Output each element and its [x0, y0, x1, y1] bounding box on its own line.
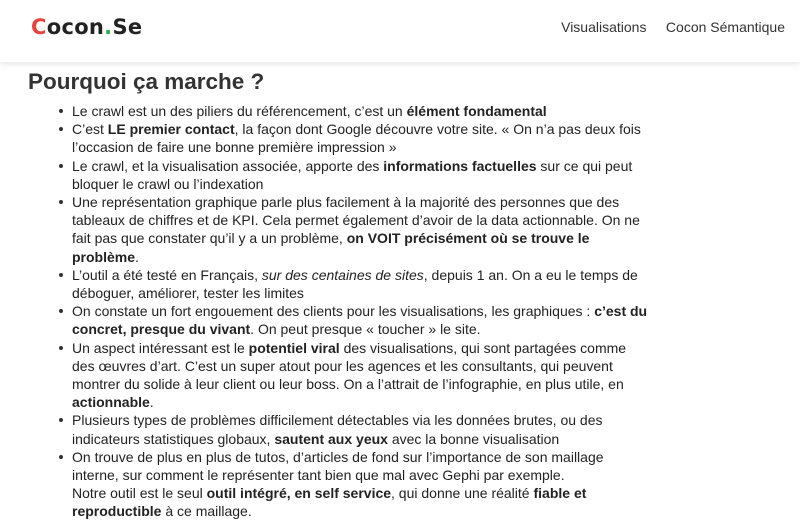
main-nav: [546, 19, 785, 37]
list-item-text: Notre outil est le seul: [72, 485, 207, 502]
nav-link-visualisations[interactable]: Visualisations: [561, 19, 647, 35]
site-logo[interactable]: [31, 15, 142, 39]
list-item: [72, 193, 648, 266]
page-title: Pourquoi ça marche ?: [28, 69, 265, 94]
nav-link-cocon-semantique[interactable]: Cocon Sémantique: [665, 19, 785, 35]
logo-letter-c: C: [31, 15, 47, 39]
list-item-emphasis: on VOIT précisément où se trouve le problème: [72, 230, 590, 265]
logo-text-se: Se: [112, 15, 143, 39]
list-item-emphasis: c’est du concret, presque du vivant: [72, 303, 648, 338]
logo-dot: .: [104, 15, 113, 39]
list-item-emphasis: élément fondamental: [406, 103, 547, 119]
list-item-emphasis: sautent aux yeux: [274, 430, 388, 447]
list-item-text: Le crawl, et la visualisation associée, apporte des: [72, 157, 384, 174]
list-item-text: , qui donne une réalité: [391, 485, 534, 502]
list-item-text: sur ce qui peut bloquer le crawl ou l’indexation: [72, 157, 633, 192]
main-content: [28, 66, 648, 521]
list-item-text: , depuis 1 an. On a eu le temps de déboguer, améliorer, tester les limites: [72, 266, 638, 302]
list-item: [72, 448, 648, 521]
site-header: [0, 0, 800, 62]
list-item: [72, 102, 648, 120]
list-item-text: L’outil a été testé en Français,: [72, 266, 262, 283]
list-item-emphasis: fiable et reproductible: [72, 485, 587, 520]
list-item-text: Une représentation graphique parle plus facilement à la majorité des personnes que des tableaux de chiffres et de KPI. Cela permet également d’avoir de la data actionnable. On ne fait pas que constater qu’il y a un problème,: [72, 194, 640, 247]
list-item-text: avec la bonne visualisation: [387, 430, 560, 447]
list-item-text: , la façon dont Google découvre votre site. « On n’a pas deux fois l’occasion de faire une bonne première impression »: [72, 121, 641, 156]
list-item-text: C’est: [72, 121, 108, 138]
list-item-emphasis: informations factuelles: [383, 157, 537, 174]
benefits-list: [28, 102, 648, 521]
list-item-text: Plusieurs types de problèmes difficilement détectables via les données brutes, ou des indicateurs statistiques globaux,: [72, 412, 603, 447]
list-item-italic: sur des centaines de sites: [261, 266, 424, 283]
list-item-emphasis: potentiel viral: [248, 339, 340, 356]
list-item-text: à ce maillage.: [161, 503, 252, 520]
list-item: [72, 339, 648, 412]
list-item-text: Le crawl est un des piliers du référencement, c’est un: [72, 103, 407, 119]
list-item-emphasis: LE premier contact: [107, 121, 235, 138]
list-item-text: .: [135, 248, 139, 265]
list-item: [72, 157, 648, 193]
list-item-text: des visualisations, qui sont partagées comme des œuvres d’art. C’est un super atout pour les agences et les consultants, qui peuvent montrer du solide à leur client ou leur boss. On a l’attrait de l’infographie, en plus utile, en: [72, 339, 627, 393]
list-item-emphasis: outil intégré, en self service: [206, 485, 392, 502]
logo-text: ocon: [46, 15, 105, 39]
list-item-text: On trouve de plus en plus de tutos, d’articles de fond sur l’importance de son maillage interne, sur comment le représenter tant bien que mal avec Gephi par exemple.: [72, 448, 604, 484]
list-item: [72, 266, 648, 302]
list-item-text: . On peut presque « toucher » le site.: [250, 321, 481, 338]
list-item-text: Un aspect intéressant est le: [72, 339, 249, 356]
list-item-emphasis: actionnable: [72, 394, 150, 411]
list-item-text: .: [149, 394, 154, 411]
list-item: [72, 411, 648, 447]
list-item-text: On constate un fort engouement des clients pour les visualisations, les graphiques :: [72, 303, 595, 320]
list-item: [72, 302, 648, 338]
list-item: [72, 120, 648, 156]
